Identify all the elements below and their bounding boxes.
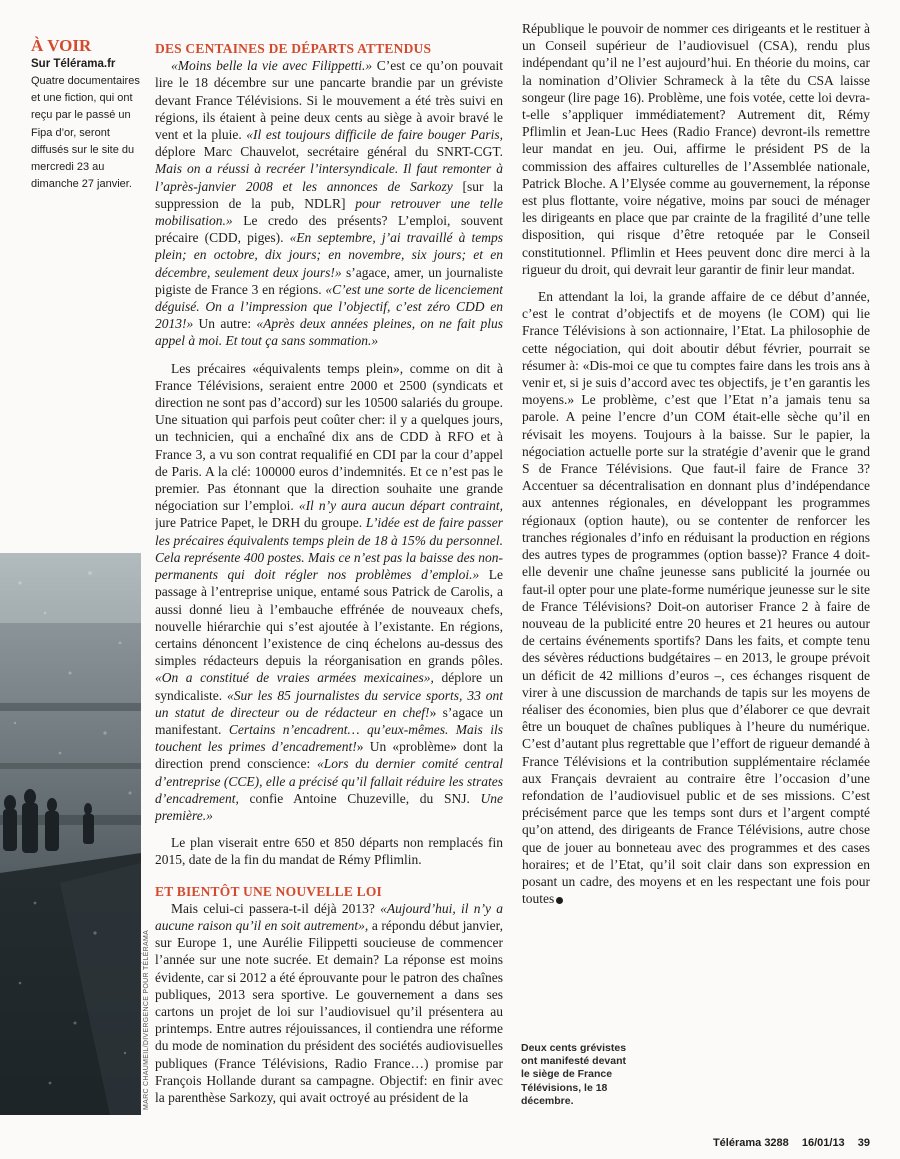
sidebar-body: Quatre documentaires et une fiction, qui ont reçu par le passé un Fipa d’or, seront diffusés sur le site du mercredi 23 au dimanche 27 janvier. [31,75,140,191]
end-mark-icon [556,897,563,904]
page-footer [703,1137,870,1149]
section-heading-2: ET BIENTÔT UNE NOUVELLE LOI [155,883,382,899]
footer-publication: Télérama 3288 [712,1137,789,1149]
photo-scene [0,553,141,1115]
paragraph-5-text: En attendant la loi, la grande affaire de ce début d’année, c’est le contrat d’objectifs et de moyens (le COM) qui lie France Télévisions à son actionnaire, l’Etat. La philosophie de cette négociation, qui doit aboutir début février, pourrait se résumer à: «Dis-moi ce que tu comptes faire dans les trois ans à venir et, si je suis d’accord avec tes objectifs, je t’en garantis les moyens.» Le problème, c’est que l’Etat n’a jamais tenu sa parole. A peine l’encre d’un COM était-elle sèche qu’il en révisait les moyens. Toujours à la baisse. Sur le papier, la négociation actuelle porte sur la stratégie d’avenir que le grand S de France Télévisions. Que faut-il faire de France 3? Accentuer sa décentralisation en donnant plus d’indépendance aux antennes régionales, en développant les programmes régionaux (option haute), ou se contenter de renforcer les tranches régionales d’info en réduisant la production en régions des autres types de programmes (option basse)? France 4 doit-elle devenir une chaîne jeunesse sans publicité la journée ou faut-il opter pour une plate-forme numérique jeunesse sur le site de France Télévisions? Doit-on autoriser France 2 à faire de nouveau de la publicité entre 20 heures et 21 heures ou autour de certains événements sportifs? Dans les faits, et compte tenu des sévères réductions budgétaires – en 2013, le groupe prévoit un déficit de 42 millions d’euros –, ces échanges risquent de virer à une discussion de marchands de tapis sur les moyens de réaliser des économies, bien plus que d’élaborer ce que devrait être un bouquet de chaînes publiques à l’heure du numérique. C’est d’autant plus regrettable que l’effort de rigueur demandé à France Télévisions et la contribution supplémentaire réclamée aux Français devraient au contraire être l’occasion d’une refondation de l’audiovisuel public et de ses missions. C’est précisément parce que les temps sont durs et l’argent compté qu’on attend, des dirigeants de France Télévisions, autre chose que de jouer au bonneteau avec des programmes et des cases horaires; et de l’Etat, qu’il soit clair dans son expression en posant un cadre, des moyens et en les respectant une fois pour toutes [522,289,870,907]
paragraph-4: Mais celui-ci passera-t-il déjà 2013? «Aujourd’hui, il n’y a aucune raison qu’il en soit autrement», a répondu début janvier, sur Europe 1, une Aurélie Filippetti soucieuse de commencer l’année sur une note sucrée. Et demain? La réponse est moins évidente, car si 2012 a été éprouvante pour le patron des chaînes publiques, 2013 sera sportive. Le gouvernement a dans ses cartons un projet de loi sur l’audiovisuel qu’il présentera au printemps. Entre autres réjouissances, il contiendra une réforme du mode de nomination du président des sociétés audiovisuelles publiques (France Télévisions, Radio France…) promise par François Hollande durant sa campagne. Objectif: en finir avec la parenthèse Sarkozy, qui avait octroyé au président de la [155,900,503,1105]
sidebar-title: À VOIR [31,36,92,55]
paragraph-1: «Moins belle la vie avec Filippetti.» C’est ce qu’on pouvait lire le 18 décembre sur une pancarte brandie par un gréviste devant France Télévisions. Si le mouvement a été très suivi en régions, ils étaient à peine deux cents au siège à avoir bravé le vent et la pluie. «Il est toujours difficile de faire bouger Paris, déplore Marc Chauvelot, secrétaire général du SNRT-CGT. Mais on a réussi à recréer l’intersyndicale. Il faut remonter à l’après-janvier 2008 et les annonces de Sarkozy [sur la suppression de la pub, NDLR] pour retrouver une telle mobilisation.» Le credo des présents? L’emploi, souvent précaire (CDD, piges). «En septembre, j’ai travaillé à temps plein; en octobre, dix jours; en novembre, six jours; et en décembre, seulement deux jours!» s’agace, amer, un journaliste pigiste de France 3 en régions. «C’est une sorte de licenciement déguisé. On a l’impression que l’objectif, c’est zéro CDD en 2013!» Un autre: «Après deux années pleines, on ne fait plus appel à moi. Et tout ça sans sommation.» [155,58,503,349]
footer-page-number: 39 [857,1137,870,1149]
article-column-1 [155,40,503,1115]
photo-credit: MARC CHAUMEIL/DIVERGENCE POUR TÉLÉRAMA [143,929,150,1110]
section-heading-1: DES CENTAINES DE DÉPARTS ATTENDUS [155,41,432,56]
strike-photo [0,553,141,1115]
paragraph-4-continued: République le pouvoir de nommer ces dirigeants et le restituer à un Conseil supérieur de l’audiovisuel (CSA), rendu plus indépendant qu’il ne l’est aujourd’hui. En théorie du moins, car la nomination d’Olivier Schrameck à la tête du CSA laisse songeur (lire page 16). Problème, une fois votée, cette loi devra-t-elle s’appliquer immédiatement? Autrement dit, Rémy Pflimlin et Jean-Luc Hees (Radio France) devront-ils remettre leur mandat en jeu. Oui, affirme le président PS de la commission des affaires culturelles de l’Assemblée nationale, Patrick Bloche. A l’Elysée comme au gouvernement, la réponse est plus flottante, voire négative, moins par souci de ménager les dirigeants en place que par crainte de la fragilité d’une telle disposition, qui risque d’être retoquée par le Conseil constitutionnel. Pflimlin et Hees peuvent donc dire merci à la rigueur du droit, qui devrait leur garantir de finir leur mandat. [522,21,870,277]
sidebar-box [31,36,141,193]
paragraph-5 [522,288,870,907]
photo-caption: Deux cents grévistes ont manifesté devant le siège de France Télévisions, le 18 décembre. [521,1042,627,1107]
sidebar-subtitle: Sur Télérama.fr [31,58,116,70]
paragraph-2: Les précaires «équivalents temps plein», comme on dit à France Télévisions, seraient entre 2000 et 2500 (syndicats et direction ne sont pas d’accord) sur les 10500 salariés du groupe. Une situation qui parfois peut coûter cher: il y a quelques jours, un technicien, qui a enchaîné dix ans de CDD à RFO et à France 3, a vu son contrat requalifié en CDI par la cour d’appel de Paris. A la clé: 100000 euros d’indemnités. Et ce n’est pas le premier. Pas étonnant que la direction souhaite une grande négociation sur l’emploi. «Il n’y aura aucun départ contraint, jure Patrice Papet, le DRH du groupe. L’idée est de faire passer les précaires équivalents temps plein de 18 à 15% du personnel. Cela représente 400 postes. Mais ce n’est pas la baisse des non-permanents qui doit régler nos problèmes d’emploi.» Le passage à l’entreprise unique, entamé sous Patrick de Carolis, a aussi donné lieu à l’embauche effrénée de nouveaux chefs, nouvelle hiérarchie qui s’est ajoutée à l’existante. En régions, certains dénoncent l’existence de cinq échelons au-dessus des simples rédacteurs depuis la réorganisation en grands pôles. «On a constitué de vraies armées mexicaines», déplore un syndicaliste. «Sur les 85 journalistes du service sports, 33 ont un statut de directeur ou de rédacteur en chef!» s’agace un manifestant. Certains n’encadrent… qu’eux-mêmes. Mais ils touchent les primes d’encadrement!» Un «problème» dont la direction prend conscience: «Lors du dernier comité central d’entreprise (CCE), elle a précisé qu’il fallait réduire les strates d’encadrement, confie Antoine Chuzeville, du SNJ. Une première.» [155,360,503,823]
paragraph-3: Le plan viserait entre 650 et 850 départs non remplacés fin 2015, date de la fin du mandat de Rémy Pflimlin. [155,835,503,868]
footer-date: 16/01/13 [801,1137,845,1149]
article-column-2 [522,20,870,907]
